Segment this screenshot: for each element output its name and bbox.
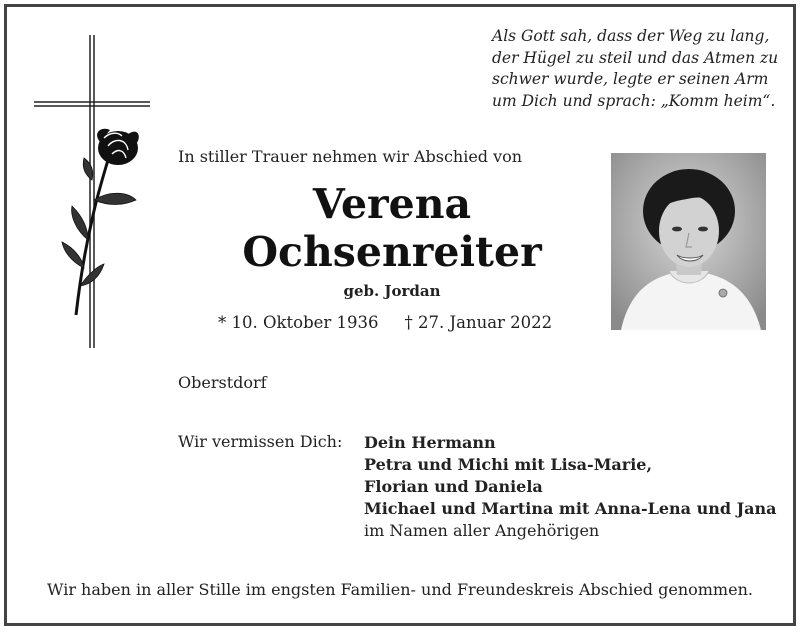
mourner-name: Florian und Daniela [364,477,543,496]
mourner-name: Dein Hermann [364,433,496,452]
poem-line: der Hügel zu steil und das Atmen zu [492,48,779,67]
portrait-photo [611,153,766,330]
mourners-label: Wir vermissen Dich: [178,432,343,451]
cross-with-rose-icon [30,30,160,355]
closing-text: Wir haben in aller Stille im engsten Familien- und Freundeskreis Abschied genommen. [47,580,753,599]
poem-line: Als Gott sah, dass der Weg zu lang, [492,27,770,45]
deceased-last-name: Ochsenreiter [242,228,542,276]
mourners-list [364,432,777,542]
residence: Oberstdorf [178,373,267,392]
on-behalf-text: im Namen aller Angehörigen [364,521,600,540]
mourner-name: Michael und Martina mit Anna-Lena und Jana [364,499,777,518]
deceased-first-name: Verena [312,180,472,228]
birth-date: * 10. Oktober 1936 [218,313,379,332]
life-dates [218,313,552,332]
death-date: † 27. Januar 2022 [404,313,553,332]
intro-text: In stiller Trauer nehmen wir Abschied von [178,147,523,166]
poem-line: schwer wurde, legte er seinen Arm [492,70,769,88]
poem-line: um Dich und sprach: „Komm heim“. [492,91,776,110]
poem [492,26,782,112]
mourner-name: Petra und Michi mit Lisa-Marie, [364,455,653,474]
maiden-name: geb. Jordan [343,282,441,300]
